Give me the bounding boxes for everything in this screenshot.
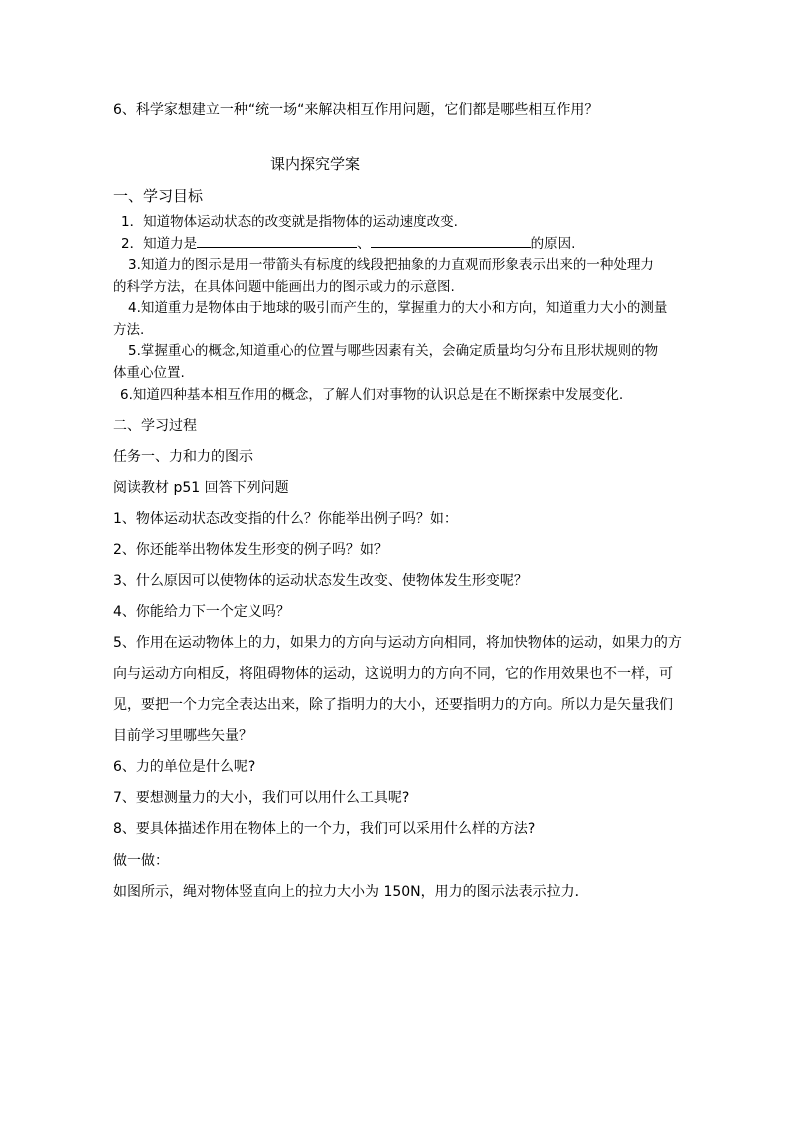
- objective-1: 1．知道物体运动状态的改变就是指物体的运动速度改变.: [121, 214, 458, 230]
- objective-2-suffix: 的原因.: [530, 236, 576, 252]
- question-7: 7、要想测量力的大小，我们可以用什么工具呢?: [113, 790, 410, 806]
- objective-4-line-2: 方法.: [113, 322, 145, 338]
- fill-blank-1[interactable]: [197, 234, 357, 248]
- question-3: 3、什么原因可以使物体的运动状态发生改变、使物体发生形变呢？: [113, 573, 528, 589]
- question-6-force-unit: 6、力的单位是什么呢?: [113, 759, 256, 775]
- question-5-line-4: 目前学习里哪些矢量？: [113, 728, 253, 744]
- practice-heading: 做一做：: [113, 853, 169, 869]
- objective-4-line-1: 4.知道重力是物体由于地球的吸引而产生的，掌握重力的大小和方向，知道重力大小的测量: [128, 300, 668, 316]
- objective-5-line-1: 5.掌握重心的概念,知道重心的位置与哪些因素有关，会确定质量均匀分布且形状规则的物: [128, 343, 659, 359]
- objective-5-line-2: 体重心位置.: [113, 365, 185, 381]
- objective-2: [121, 234, 575, 254]
- question-5-line-1: 5、作用在运动物体上的力，如果力的方向与运动方向相同，将加快物体的运动，如果力的方: [113, 635, 682, 651]
- question-5-line-2: 向与运动方向相反，将阻碍物体的运动，这说明力的方向不同，它的作用效果也不一样，可: [113, 666, 673, 682]
- task-1-heading: 任务一、力和力的图示: [113, 449, 253, 465]
- practice-text: 如图所示，绳对物体竖直向上的拉力大小为 150N，用力的图示法表示拉力．: [113, 884, 589, 900]
- reading-instruction: 阅读教材 p51 回答下列问题: [113, 480, 289, 496]
- question-2: 2、你还能举出物体发生形变的例子吗？如？: [113, 542, 388, 558]
- heading-learning-process: 二、学习过程: [113, 418, 197, 434]
- fill-blank-2[interactable]: [371, 234, 531, 248]
- question-1: 1、物体运动状态改变指的什么？你能举出例子吗？如：: [113, 511, 458, 527]
- question-6-unified-field: 6、科学家想建立一种“统一场“来解决相互作用问题，它们都是哪些相互作用？: [113, 102, 599, 118]
- section-title: 课内探究学案: [270, 155, 361, 173]
- objective-6: 6.知道四种基本相互作用的概念，了解人们对事物的认识总是在不断探索中发展变化.: [120, 387, 624, 403]
- objective-3-line-2: 的科学方法，在具体问题中能画出力的图示或力的示意图.: [113, 279, 455, 295]
- objective-2-prefix: 2．知道力是: [121, 236, 198, 252]
- objective-3-line-1: 3.知道力的图示是用一带箭头有标度的线段把抽象的力直观而形象表示出来的一种处理力: [128, 257, 654, 273]
- objective-2-separator: 、: [357, 236, 371, 252]
- heading-learning-objectives: 一、学习目标: [113, 187, 204, 205]
- question-5-line-3: 见，要把一个力完全表达出来，除了指明力的大小，还要指明力的方向。所以力是矢量我们: [113, 697, 673, 713]
- question-8: 8、要具体描述作用在物体上的一个力，我们可以采用什么样的方法?: [113, 821, 536, 837]
- question-4: 4、你能给力下一个定义吗？: [113, 604, 290, 620]
